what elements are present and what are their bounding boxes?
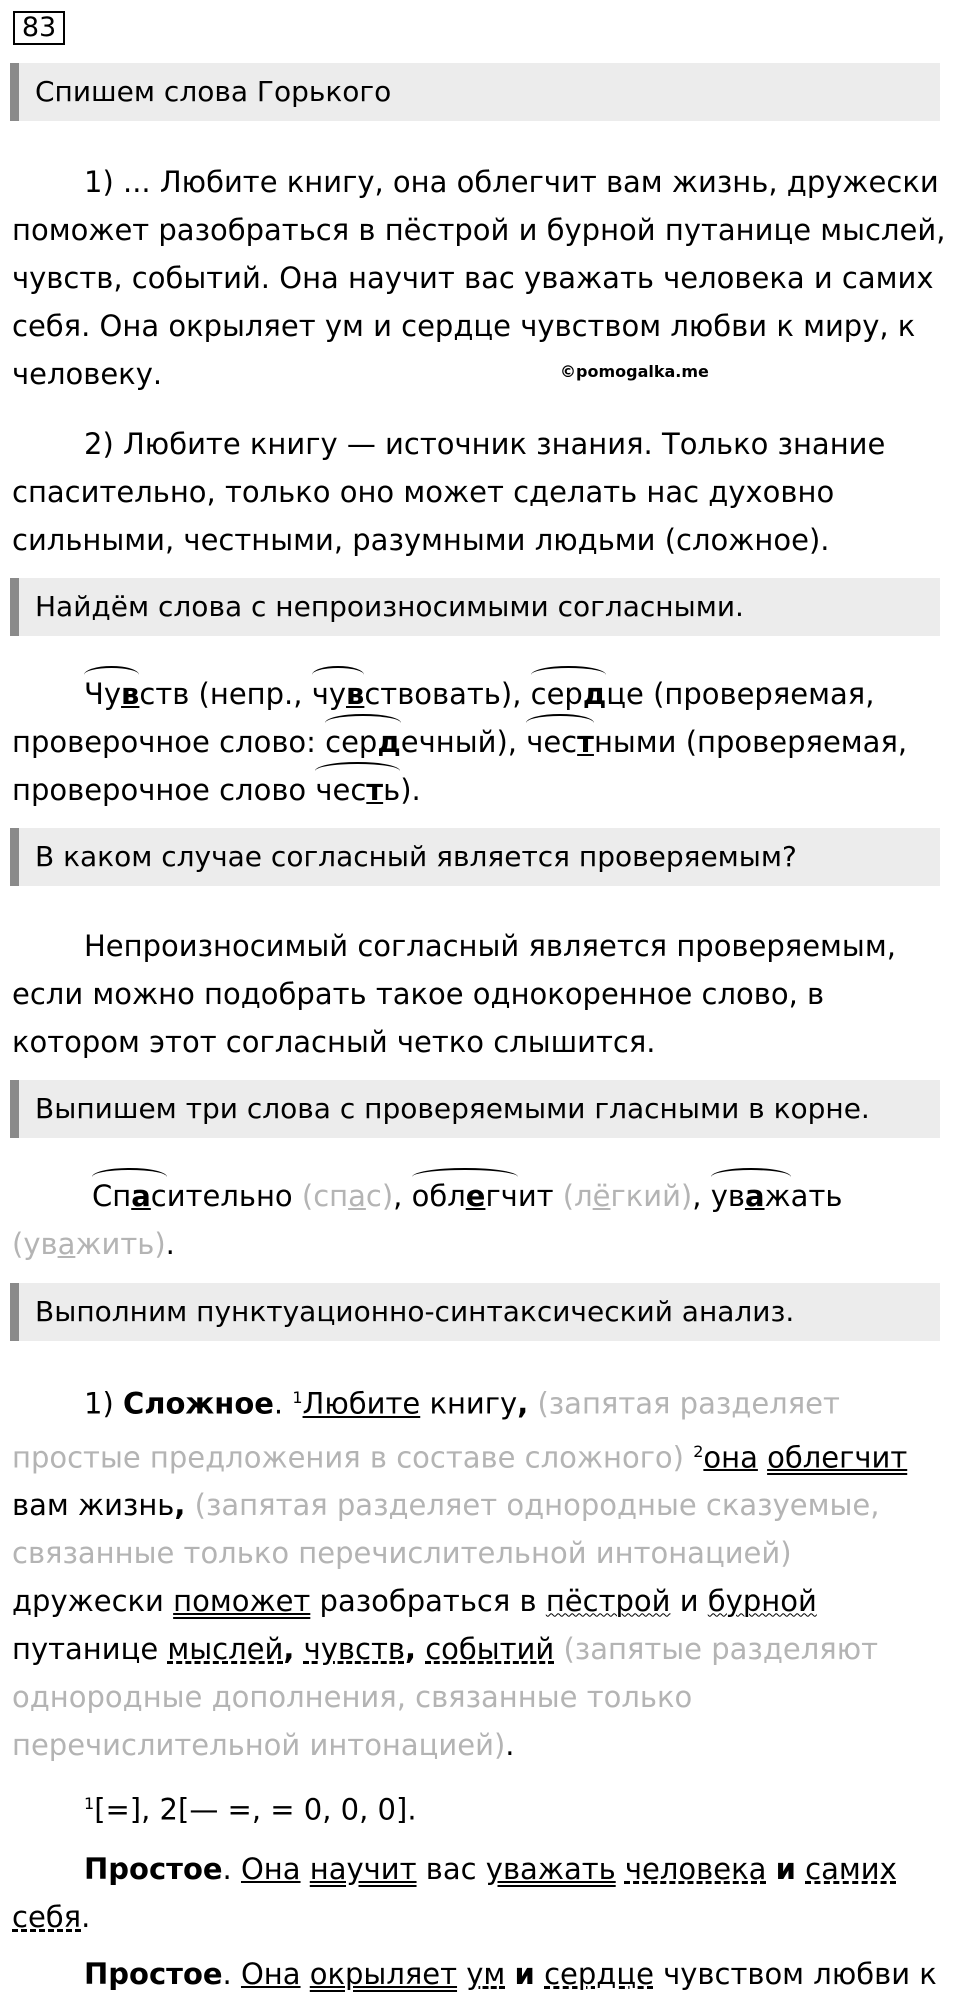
answer-3-text: Непроизносимый согласный является проверяемым, если можно подобрать такое однокоренное слово, в котором этот согласный четко слышится.: [12, 929, 896, 1059]
paragraph-analysis-3: Простое. Она окрыляет ум и сердце чувством любви к: [84, 1957, 937, 1991]
paragraph-answer-3: [12, 922, 947, 1066]
paragraph-vowels: Спасительно (спас), облегчит (лёгкий), уважать (уважить).: [12, 1172, 947, 1268]
heading-2: Найдём слова с непроизносимыми согласными.: [10, 578, 940, 636]
heading-4: Выпишем три слова с проверяемыми гласными в корне.: [10, 1080, 940, 1138]
sentence-type-3: Простое: [84, 1957, 223, 1991]
scheme-line: $^1$[=], 2[— =, = 0, 0, 0].: [84, 1792, 417, 1827]
scheme-text: [=], 2[— =, = 0, 0, 0].: [94, 1792, 417, 1827]
sentence-type-1: Сложное: [122, 1386, 274, 1421]
paragraph-analysis-2: Простое. Она научит вас уважать человека и самих себя.: [12, 1852, 897, 1934]
heading-1: Спишем слова Горького: [10, 63, 940, 121]
watermark: ©pomogalka.me: [560, 362, 709, 381]
heading-3: В каком случае согласный является проверяемым?: [10, 828, 940, 886]
paragraph-analysis-1: 1) Сложное. $^1$Любите книгу, (запятая разделяет простые предложения в составе сложного) $^2$она облегчит вам жизнь, (запятая разделяет однородные сказуемые, связанные только перечислительной интонацией) дружески поможет разобраться в пёстрой и бурной путанице мыслей, чувств, событий (запятые разделяют однородные дополнения, связанные только перечислительной интонацией).: [12, 1386, 908, 1763]
paragraph-quote-2: [12, 420, 947, 564]
exercise-number: 83: [13, 11, 65, 45]
heading-5: Выполним пунктуационно-синтаксический анализ.: [10, 1283, 940, 1341]
paragraph-quote-1: [12, 158, 947, 398]
quote-1-text: 1) ... Любите книгу, она облегчит вам жизнь, дружески поможет разобраться в пёстрой и бурной путанице мыслей, чувств, событий. Она научит вас уважать человека и самих себя. Она окрыляет ум и сердце чувством любви к миру, к человеку.: [12, 165, 946, 391]
sentence-type-2: Простое: [84, 1852, 223, 1886]
quote-2-text: 2) Любите книгу — источник знания. Только знание спасительно, только оно может сделать нас духовно сильными, честными, разумными людьми (сложное).: [12, 427, 886, 557]
paragraph-silent-consonants: Чувств (непр., чувствовать), сердце (проверяемая, проверочное слово: сердечный), честными (проверяемая, проверочное слово честь).: [12, 670, 947, 814]
